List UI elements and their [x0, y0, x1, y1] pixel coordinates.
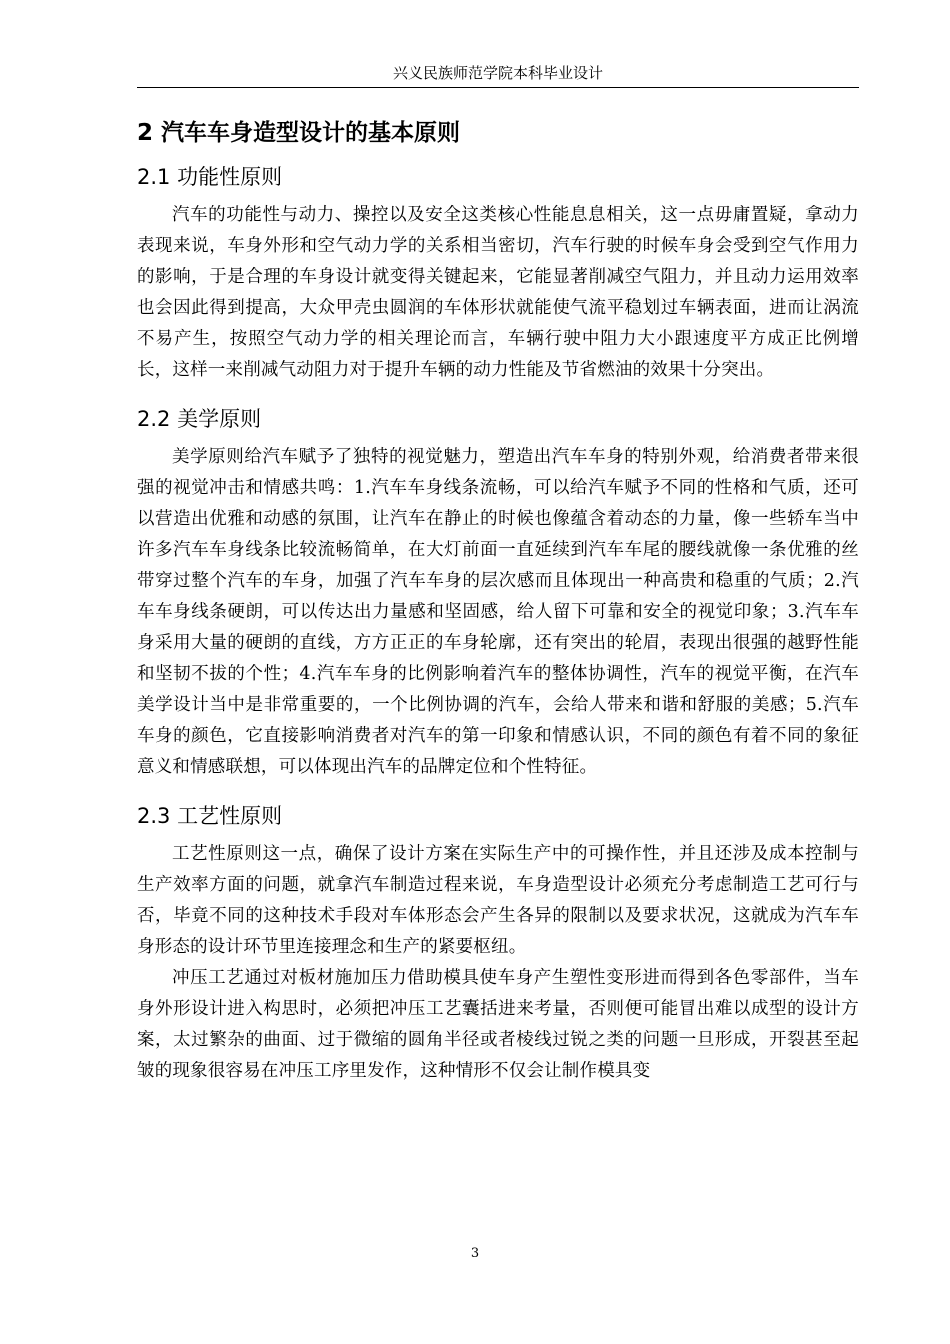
page-number: 3 — [470, 1246, 480, 1261]
paragraph: 冲压工艺通过对板材施加压力借助模具使车身产生塑性变形进而得到各色零部件，当车身外形设计进入构思时，必须把冲压工艺囊括进来考量，否则便可能冒出难以成型的设计方案，太过繁杂的曲面、过于微缩的圆角半径或者棱线过锐之类的问题一旦形成，开裂甚至起皱的现象很容易在冲压工序里发作，这种情形不仅会让制作模具变 — [137, 968, 859, 1081]
running-header: 兴义民族师范学院本科毕业设计 — [392, 64, 603, 82]
header-rule — [137, 87, 859, 88]
paragraph: 美学原则给汽车赋予了独特的视觉魅力，塑造出汽车车身的特别外观，给消费者带来很强的视觉冲击和情感共鸣：1.汽车车身线条流畅，可以给汽车赋予不同的性格和气质，还可以营造出优雅和动感的氛围，让汽车在静止的时候也像蕴含着动态的力量，像一些轿车当中许多汽车车身线条比较流畅简单，在大灯前面一直延续到汽车车尾的腰线就像一条优雅的丝带穿过整个汽车的车身，加强了汽车车身的层次感而且体现出一种高贵和稳重的气质；2.汽车车身线条硬朗，可以传达出力量感和坚固感，给人留下可靠和安全的视觉印象；3.汽车车身采用大量的硬朗的直线，方方正正的车身轮廓，还有突出的轮眉，表现出很强的越野性能和坚韧不拔的个性；4.汽车车身的比例影响着汽车的整体协调性，汽车的视觉平衡，在汽车美学设计当中是非常重要的，一个比例协调的汽车，会给人带来和谐和舒服的美感；5.汽车车身的颜色，它直接影响消费者对汽车的第一印象和情感认识，不同的颜色有着不同的象征意义和情感联想，可以体现出汽车的品牌定位和个性特征。 — [137, 447, 859, 777]
section-title-2-3: 2.3 工艺性原则 — [137, 804, 283, 828]
page-content — [137, 112, 859, 1087]
chapter-title: 2 汽车车身造型设计的基本原则 — [137, 120, 461, 146]
paragraph: 工艺性原则这一点，确保了设计方案在实际生产中的可操作性，并且还涉及成本控制与生产效率方面的问题，就拿汽车制造过程来说，车身造型设计必须充分考虑制造工艺可行与否，毕竟不同的这种技术手段对车体形态会产生各异的限制以及要求状况，这就成为汽车车身形态的设计环节里连接理念和生产的紧要枢纽。 — [137, 844, 859, 957]
section-title-2-2: 2.2 美学原则 — [137, 407, 262, 431]
section-title-2-1: 2.1 功能性原则 — [137, 165, 283, 189]
paragraph: 汽车的功能性与动力、操控以及安全这类核心性能息息相关，这一点毋庸置疑，拿动力表现来说，车身外形和空气动力学的关系相当密切，汽车行驶的时候车身会受到空气作用力的影响，于是合理的车身设计就变得关键起来，它能显著削减空气阻力，并且动力运用效率也会因此得到提高，大众甲壳虫圆润的车体形状就能使气流平稳划过车辆表面，进而让涡流不易产生，按照空气动力学的相关理论而言，车辆行驶中阻力大小跟速度平方成正比例增长，这样一来削减气动阻力对于提升车辆的动力性能及节省燃油的效果十分突出。 — [137, 205, 859, 380]
